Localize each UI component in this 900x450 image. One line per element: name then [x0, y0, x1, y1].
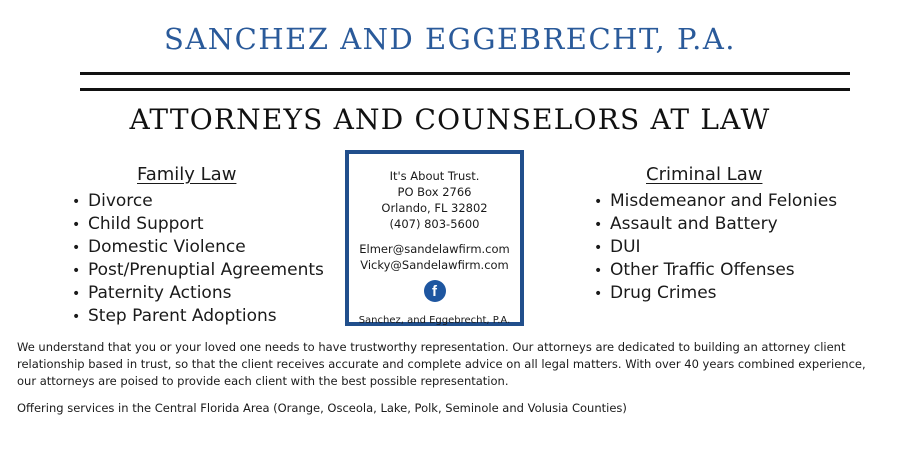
- list-item-label: Other Traffic Offenses: [610, 260, 795, 280]
- bullet-icon: •: [72, 263, 81, 279]
- bullet-icon: •: [72, 217, 81, 233]
- city-address: Orlando, FL 32802: [381, 201, 488, 215]
- email-link-elmer[interactable]: Elmer@sandelawfirm.com: [359, 242, 510, 256]
- bullet-icon: •: [72, 309, 81, 325]
- contact-box: [345, 150, 524, 326]
- email-link-vicky[interactable]: Vicky@Sandelawfirm.com: [360, 258, 509, 272]
- list-item-label: Misdemeanor and Felonies: [610, 191, 838, 211]
- bullet-icon: •: [594, 240, 603, 256]
- list-item: [72, 213, 342, 236]
- bullet-icon: •: [594, 194, 603, 210]
- list-item: [594, 236, 854, 259]
- list-item: [594, 259, 854, 282]
- list-item-label: Post/Prenuptial Agreements: [88, 260, 324, 280]
- firm-subtitle: ATTORNEYS AND COUNSELORS AT LAW: [129, 103, 771, 136]
- list-item-label: Drug Crimes: [610, 283, 717, 303]
- box-footer-firm-name: Sanchez, and Eggebrecht, P.A.: [358, 315, 511, 326]
- bullet-icon: •: [594, 286, 603, 302]
- list-item-label: Divorce: [88, 191, 153, 211]
- firm-name: SANCHEZ AND EGGEBRECHT, P.A.: [164, 22, 736, 56]
- bullet-icon: •: [72, 194, 81, 210]
- service-area-text: Offering services in the Central Florida Area (Orange, Osceola, Lake, Polk, Seminole and Volusia Counties): [17, 401, 627, 415]
- list-item: [72, 305, 342, 328]
- bullet-icon: •: [594, 217, 603, 233]
- family-law-title: Family Law: [137, 164, 237, 185]
- po-box: PO Box 2766: [397, 185, 472, 199]
- header-divider-bottom: [80, 88, 850, 91]
- phone-number[interactable]: (407) 803-5600: [389, 217, 480, 231]
- list-item-label: Domestic Violence: [88, 237, 246, 257]
- list-item-label: Child Support: [88, 214, 204, 234]
- header-divider-top: [80, 72, 850, 75]
- firm-description: We understand that you or your loved one needs to have trustworthy representation. Our attorneys are dedicated to building an attorney client relationship based in trust, so that the client receives accurate and complete advice on all legal matters. With over 40 years combined experience, our attorneys are poised to provide each client with the best possible representation.: [17, 340, 866, 388]
- list-item: [594, 190, 854, 213]
- family-law-list: [72, 190, 342, 328]
- facebook-icon[interactable]: f: [424, 280, 446, 302]
- criminal-law-section: [594, 164, 854, 305]
- criminal-law-list: [594, 190, 854, 305]
- bullet-icon: •: [594, 263, 603, 279]
- list-item: [72, 190, 342, 213]
- bullet-icon: •: [72, 240, 81, 256]
- list-item-label: Assault and Battery: [610, 214, 778, 234]
- list-item-label: DUI: [610, 237, 641, 257]
- list-item: [72, 259, 342, 282]
- list-item-label: Paternity Actions: [88, 283, 232, 303]
- list-item: [594, 282, 854, 305]
- list-item-label: Step Parent Adoptions: [88, 306, 277, 326]
- criminal-law-title: Criminal Law: [646, 164, 763, 185]
- list-item: [72, 236, 342, 259]
- family-law-section: [72, 164, 342, 328]
- bullet-icon: •: [72, 286, 81, 302]
- tagline: It's About Trust.: [389, 169, 480, 183]
- list-item: [72, 282, 342, 305]
- list-item: [594, 213, 854, 236]
